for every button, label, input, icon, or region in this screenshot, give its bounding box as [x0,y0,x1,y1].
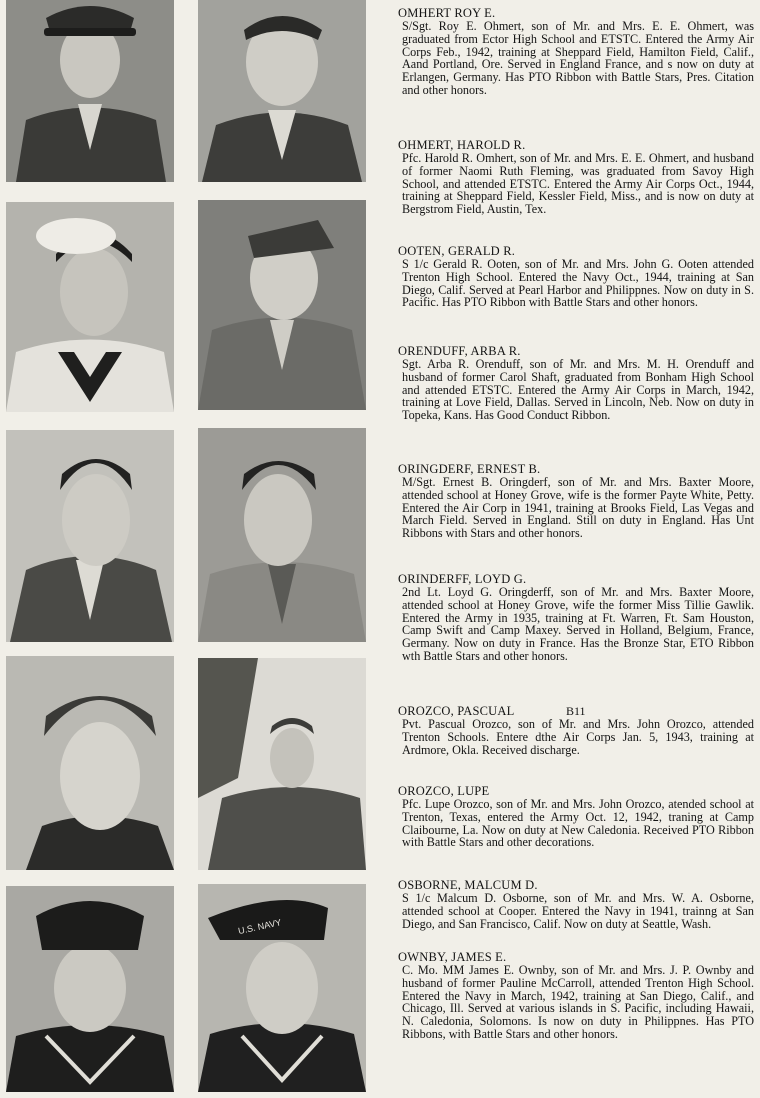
entry-name: OSBORNE, MALCUM D. [398,878,538,892]
portrait-photo [198,884,366,1092]
soldier-portrait-image [198,658,366,870]
stray-mark: B11 [566,704,586,718]
sailor-portrait-image [6,202,174,412]
entry-name: OWNBY, JAMES E. [398,950,507,964]
entry-name: OHMERT, HAROLD R. [398,138,526,152]
entry-body: Sgt. Arba R. Orenduff, son of Mr. and Mrs. M. H. Orenduff and husband of former Carol Shaft, graduated from Bonham High School and attended ETSTC. Entered the Army Air Corps in March, 1942, training at Love Field, Dallas. Served in Lincoln, Neb. Now on duty in Topeka, Kans. Has Good Conduct Ribbon. [402,357,754,423]
entry-name: ORENDUFF, ARBA R. [398,344,521,358]
biography-entry [398,572,754,663]
biography-entry [398,462,754,540]
portrait-photo [198,0,366,182]
soldier-portrait-image [198,0,366,182]
navy-cap-text: U.S. NAVY [237,917,283,937]
entry-body: Pfc. Lupe Orozco, son of Mr. and Mrs. John Orozco, atended school at Trenton, Texas, entered the Army Oct. 12, 1942, traning at Camp Claibourne, La. Now on duty at New Caledonia. Received PTO Ribbon with Battle Stars and other decorations. [402,797,754,850]
entry-body: C. Mo. MM James E. Ownby, son of Mr. and Mrs. J. P. Ownby and husband of former Pauline McCarroll, attended Trenton High School. Entered the Navy in March, 1942, training at San Diego, Calif., and Chicago, Ill. Served at various islands in S. Pacific, including Hawaii, N. Caledonia, Solomons. Is now on duty in Philippnes. Has PTO Ribbons, with Battle Stars and other honors. [402,963,754,1041]
entry-body: 2nd Lt. Loyd G. Oringderff, son of Mr. and Mrs. Baxter Moore, attended school at Honey Grove, wife the former Miss Tillie Gawlik. Entered the Army in 1935, training at Ft. Warren, Ft. Sam Houston, Camp Swift and Camp Maxey. Served in Holland, Belgium, France, Germany. Now on duty in France. Has the Bronze Star, ETO Ribbon wth Battle Stars and other honors. [402,585,754,663]
soldier-portrait-image [6,430,174,642]
entry-body: S/Sgt. Roy E. Ohmert, son of Mr. and Mrs. E. E. Ohmert, was graduated from Ector High School and ETSTC. Entered the Army Air Corps Feb., 1942, training at Sheppard Field, Hamilton Field, Calif., Aand Portland, Ore. Served in England France, and s now on duty at Erlangen, Germany. Has PTO Ribbon with Battle Stars, Pres. Citation and other honors. [402,19,754,97]
portrait-photo [6,202,174,412]
soldier-portrait-image [6,656,174,870]
soldier-portrait-image [198,200,366,410]
soldier-portrait-image [6,0,174,182]
biography-entry [398,950,754,1041]
entry-name: OMHERT ROY E. [398,6,496,20]
sailor-portrait-image [6,886,174,1092]
entry-name: OOTEN, GERALD R. [398,244,516,258]
entry-body: Pfc. Harold R. Omhert, son of Mr. and Mrs. E. E. Ohmert, and husband of former Naomi Ruth Fleming, was graduated from Savoy High School, and attended ETSTC. Entered the Army Air Corps Oct., 1944, training at Sheppard Field, Kessler Field, Miss., and is now on duty at Bergstrom Field, Austin, Tex. [402,151,754,217]
entry-body: Pvt. Pascual Orozco, son of Mr. and Mrs. John Orozco, attended Trenton Schools. Entere dthe Air Corps Jan. 5, 1943, training at Ardmore, Okla. Received discharge. [402,717,754,757]
biography-entry [398,6,754,97]
entry-name: ORINDERFF, LOYD G. [398,572,527,586]
soldier-portrait-image [198,428,366,642]
biography-entry [398,704,754,756]
portrait-photo [198,200,366,410]
portrait-photo [6,886,174,1092]
entry-name: OROZCO, PASCUAL [398,704,515,718]
biography-entry [398,138,754,216]
entry-body: S 1/c Malcum D. Osborne, son of Mr. and Mrs. W. A. Osborne, attended school at Cooper. Entered the Navy in 1941, trainng at San Diego, and San Francisco, Calif. Now on duty at Seattle, Wash. [402,891,754,931]
biography-entry [398,344,754,422]
biography-entry [398,878,754,930]
entry-body: M/Sgt. Ernest B. Oringderf, son of Mr. and Mrs. Baxter Moore, attended school at Honey Grove, wife is the former Payte White, Petty. Entered the Air Corp in 1941, training at Brooks Field, Las Vegas and March Field. Served in England. Still on duty in England. Has Unt Ribbons with Stars and other honors. [402,475,754,541]
portrait-photo [6,656,174,870]
biography-entry [398,244,754,309]
sailor-portrait-image [198,884,366,1092]
portrait-photo [6,0,174,182]
entry-name: OROZCO, LUPE [398,784,490,798]
portrait-photo [198,428,366,642]
entry-name: ORINGDERF, ERNEST B. [398,462,541,476]
biography-entry [398,784,754,849]
portrait-photo [6,430,174,642]
portrait-photo [198,658,366,870]
entry-body: S 1/c Gerald R. Ooten, son of Mr. and Mrs. John G. Ooten attended Trenton High School. Entered the Navy Oct., 1944, training at San Diego, Calif. Served at Pearl Harbor and Philippnes. Now on duty in S. Pacific. Has PTO Ribbon with Battle Stars and other honors. [402,257,754,310]
